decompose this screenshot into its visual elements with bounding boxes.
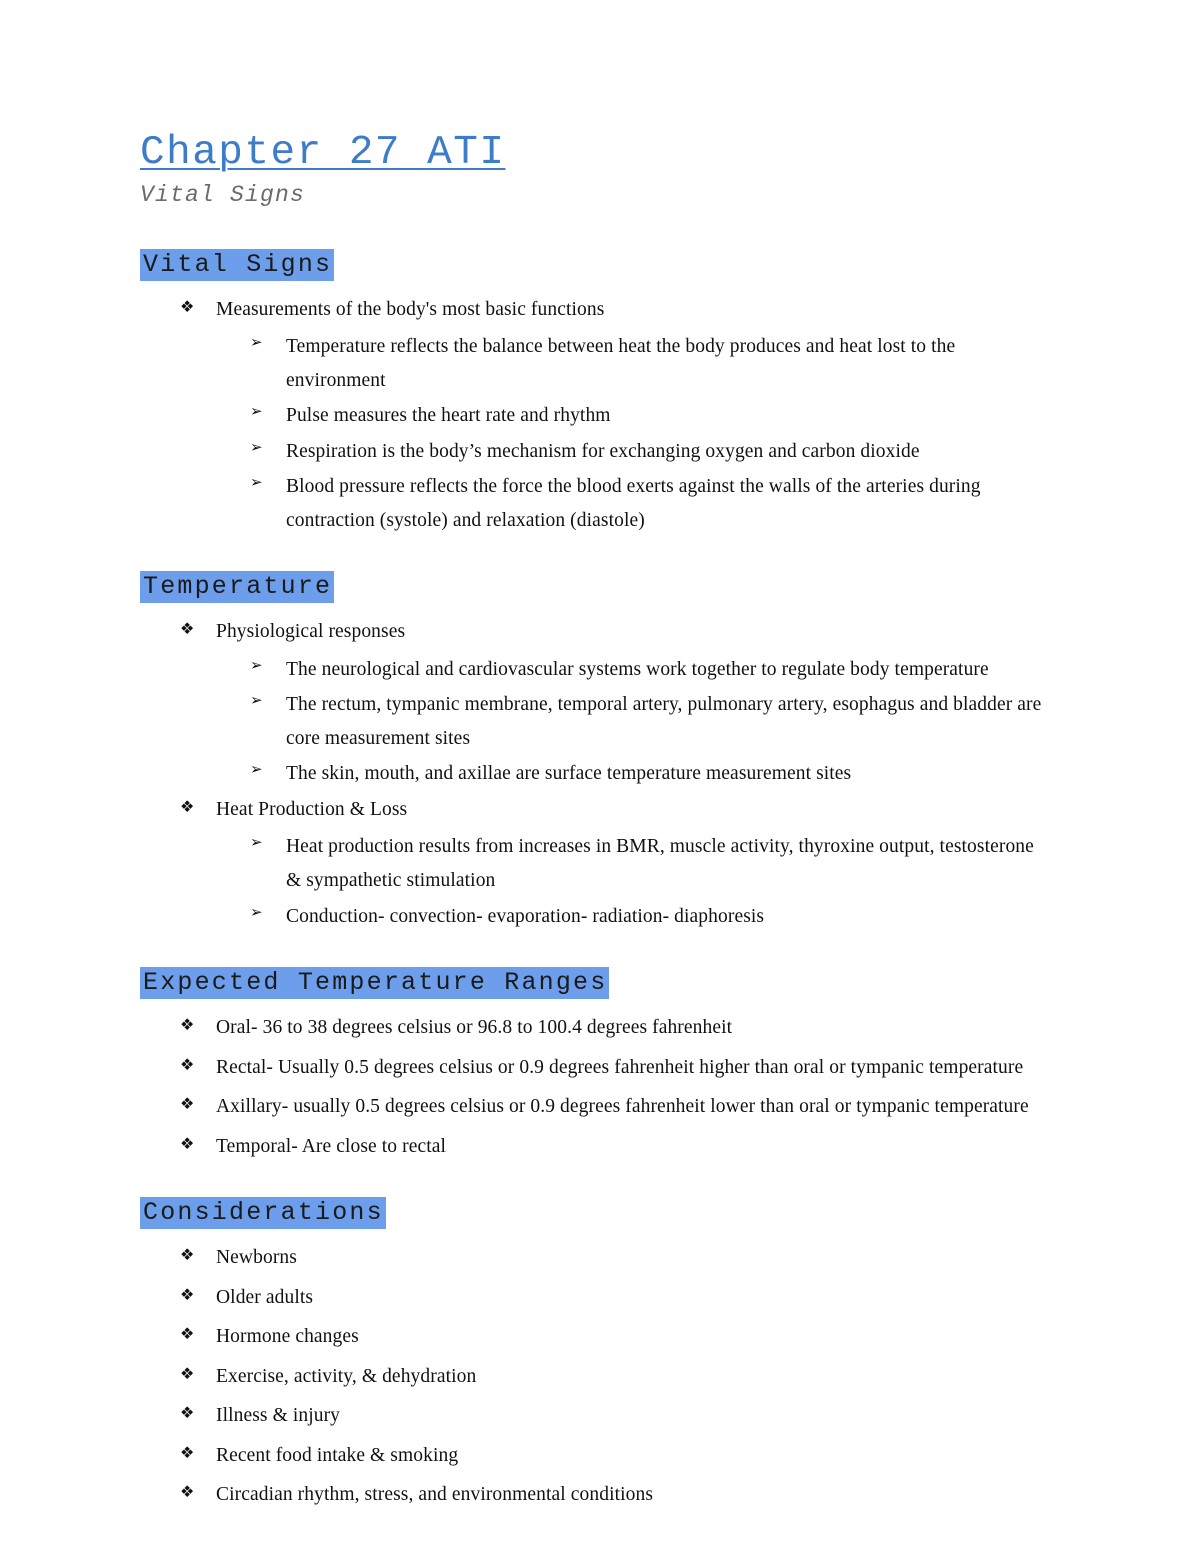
list-item — [248, 830, 1045, 897]
list-item-text: Temporal- Are close to rectal — [216, 1135, 447, 1157]
list-item-text: Older adults — [216, 1286, 314, 1308]
document-section — [140, 967, 1045, 1163]
arrowhead-bullet-icon: ➢ — [250, 402, 263, 421]
section-heading-highlight: Temperature — [140, 571, 334, 603]
list-item — [248, 757, 1045, 791]
diamond-bullet-icon: ❖ — [180, 1054, 195, 1074]
arrowhead-bullet-icon: ➢ — [250, 760, 263, 779]
arrowhead-bullet-icon: ➢ — [250, 333, 263, 352]
diamond-bullet-icon: ❖ — [180, 1324, 195, 1344]
arrowhead-bullet-icon: ➢ — [250, 437, 263, 456]
section-heading-highlight: Considerations — [140, 1197, 386, 1229]
list-item-text: Hormone changes — [216, 1326, 359, 1348]
list-item-text: The neurological and cardiovascular systems work together to regulate body temperature — [286, 658, 989, 680]
arrowhead-bullet-icon: ➢ — [250, 902, 263, 921]
section-heading-highlight: Vital Signs — [140, 249, 334, 281]
list-item-text: The rectum, tympanic membrane, temporal artery, pulmonary artery, esophagus and bladder are core measurement sites — [286, 694, 1042, 749]
list-item — [180, 1439, 1045, 1473]
list-item-text: Pulse measures the heart rate and rhythm — [286, 405, 611, 427]
diamond-bullet-icon: ❖ — [180, 1482, 195, 1502]
bullet-list-level-1 — [140, 1241, 1045, 1512]
list-item — [180, 1281, 1045, 1315]
list-item-text: Oral- 36 to 38 degrees celsius or 96.8 to 100.4 degrees fahrenheit — [216, 1017, 733, 1039]
diamond-bullet-icon: ❖ — [180, 296, 195, 316]
arrowhead-bullet-icon: ➢ — [250, 691, 263, 710]
list-item — [180, 1090, 1045, 1124]
arrowhead-bullet-icon: ➢ — [250, 833, 263, 852]
arrowhead-bullet-icon: ➢ — [250, 473, 263, 492]
list-item — [180, 1130, 1045, 1164]
document-section — [140, 571, 1045, 933]
diamond-bullet-icon: ❖ — [180, 1015, 195, 1035]
diamond-bullet-icon: ❖ — [180, 1284, 195, 1304]
list-item — [180, 793, 1045, 827]
list-item — [248, 435, 1045, 469]
list-item — [248, 688, 1045, 755]
diamond-bullet-icon: ❖ — [180, 1133, 195, 1153]
section-heading — [140, 967, 1045, 999]
arrowhead-bullet-icon: ➢ — [250, 655, 263, 674]
bullet-list-level-1 — [140, 615, 1045, 933]
bullet-list-level-2 — [180, 830, 1045, 933]
diamond-bullet-icon: ❖ — [180, 619, 195, 639]
list-item-text: Exercise, activity, & dehydration — [216, 1365, 477, 1387]
list-item-text: Illness & injury — [216, 1405, 341, 1427]
list-item — [180, 1011, 1045, 1045]
diamond-bullet-icon: ❖ — [180, 796, 195, 816]
list-item — [180, 1478, 1045, 1512]
bullet-list-level-2 — [180, 330, 1045, 537]
list-item — [248, 330, 1045, 397]
list-item — [248, 653, 1045, 687]
list-item-text: Physiological responses — [216, 621, 406, 643]
list-item-text: Measurements of the body's most basic functions — [216, 298, 605, 320]
list-item-text: Respiration is the body’s mechanism for exchanging oxygen and carbon dioxide — [286, 440, 920, 462]
list-item-text: The skin, mouth, and axillae are surface temperature measurement sites — [286, 763, 852, 785]
diamond-bullet-icon: ❖ — [180, 1245, 195, 1265]
list-item — [248, 900, 1045, 934]
list-item — [180, 1360, 1045, 1394]
section-heading — [140, 249, 1045, 281]
list-item-text: Newborns — [216, 1247, 297, 1269]
diamond-bullet-icon: ❖ — [180, 1403, 195, 1423]
list-item — [180, 1320, 1045, 1354]
list-item — [248, 470, 1045, 537]
list-item-text: Axillary- usually 0.5 degrees celsius or 0.9 degrees fahrenheit lower than oral or tympanic temperature — [216, 1096, 1029, 1118]
page-title: Chapter 27 ATI — [140, 130, 506, 176]
section-heading — [140, 571, 1045, 603]
list-item — [180, 615, 1045, 649]
section-heading — [140, 1197, 1045, 1229]
list-item-text: Blood pressure reflects the force the blood exerts against the walls of the arteries during contraction (systole) and relaxation (diastole) — [286, 476, 981, 531]
diamond-bullet-icon: ❖ — [180, 1442, 195, 1462]
list-item-text: Rectal- Usually 0.5 degrees celsius or 0.9 degrees fahrenheit higher than oral or tympanic temperature — [216, 1056, 1024, 1078]
diamond-bullet-icon: ❖ — [180, 1094, 195, 1114]
bullet-list-level-1 — [140, 293, 1045, 538]
list-item — [180, 1399, 1045, 1433]
list-item-text: Temperature reflects the balance between heat the body produces and heat lost to the environment — [286, 336, 956, 391]
list-item-text: Recent food intake & smoking — [216, 1444, 459, 1466]
document-section — [140, 249, 1045, 538]
list-item-text: Heat Production & Loss — [216, 798, 408, 820]
list-item-text: Circadian rhythm, stress, and environmental conditions — [216, 1484, 654, 1506]
list-item-text: Heat production results from increases in BMR, muscle activity, thyroxine output, testosterone & sympathetic stimulation — [286, 836, 1034, 891]
diamond-bullet-icon: ❖ — [180, 1363, 195, 1383]
list-item — [248, 399, 1045, 433]
list-item-text: Conduction- convection- evaporation- radiation- diaphoresis — [286, 905, 765, 927]
list-item — [180, 293, 1045, 327]
bullet-list-level-2 — [180, 653, 1045, 791]
page-subtitle: Vital Signs — [140, 181, 306, 208]
list-item — [180, 1051, 1045, 1085]
list-item — [180, 1241, 1045, 1275]
section-heading-highlight: Expected Temperature Ranges — [140, 967, 609, 999]
document-section — [140, 1197, 1045, 1512]
bullet-list-level-1 — [140, 1011, 1045, 1163]
document-body — [140, 249, 1045, 1512]
